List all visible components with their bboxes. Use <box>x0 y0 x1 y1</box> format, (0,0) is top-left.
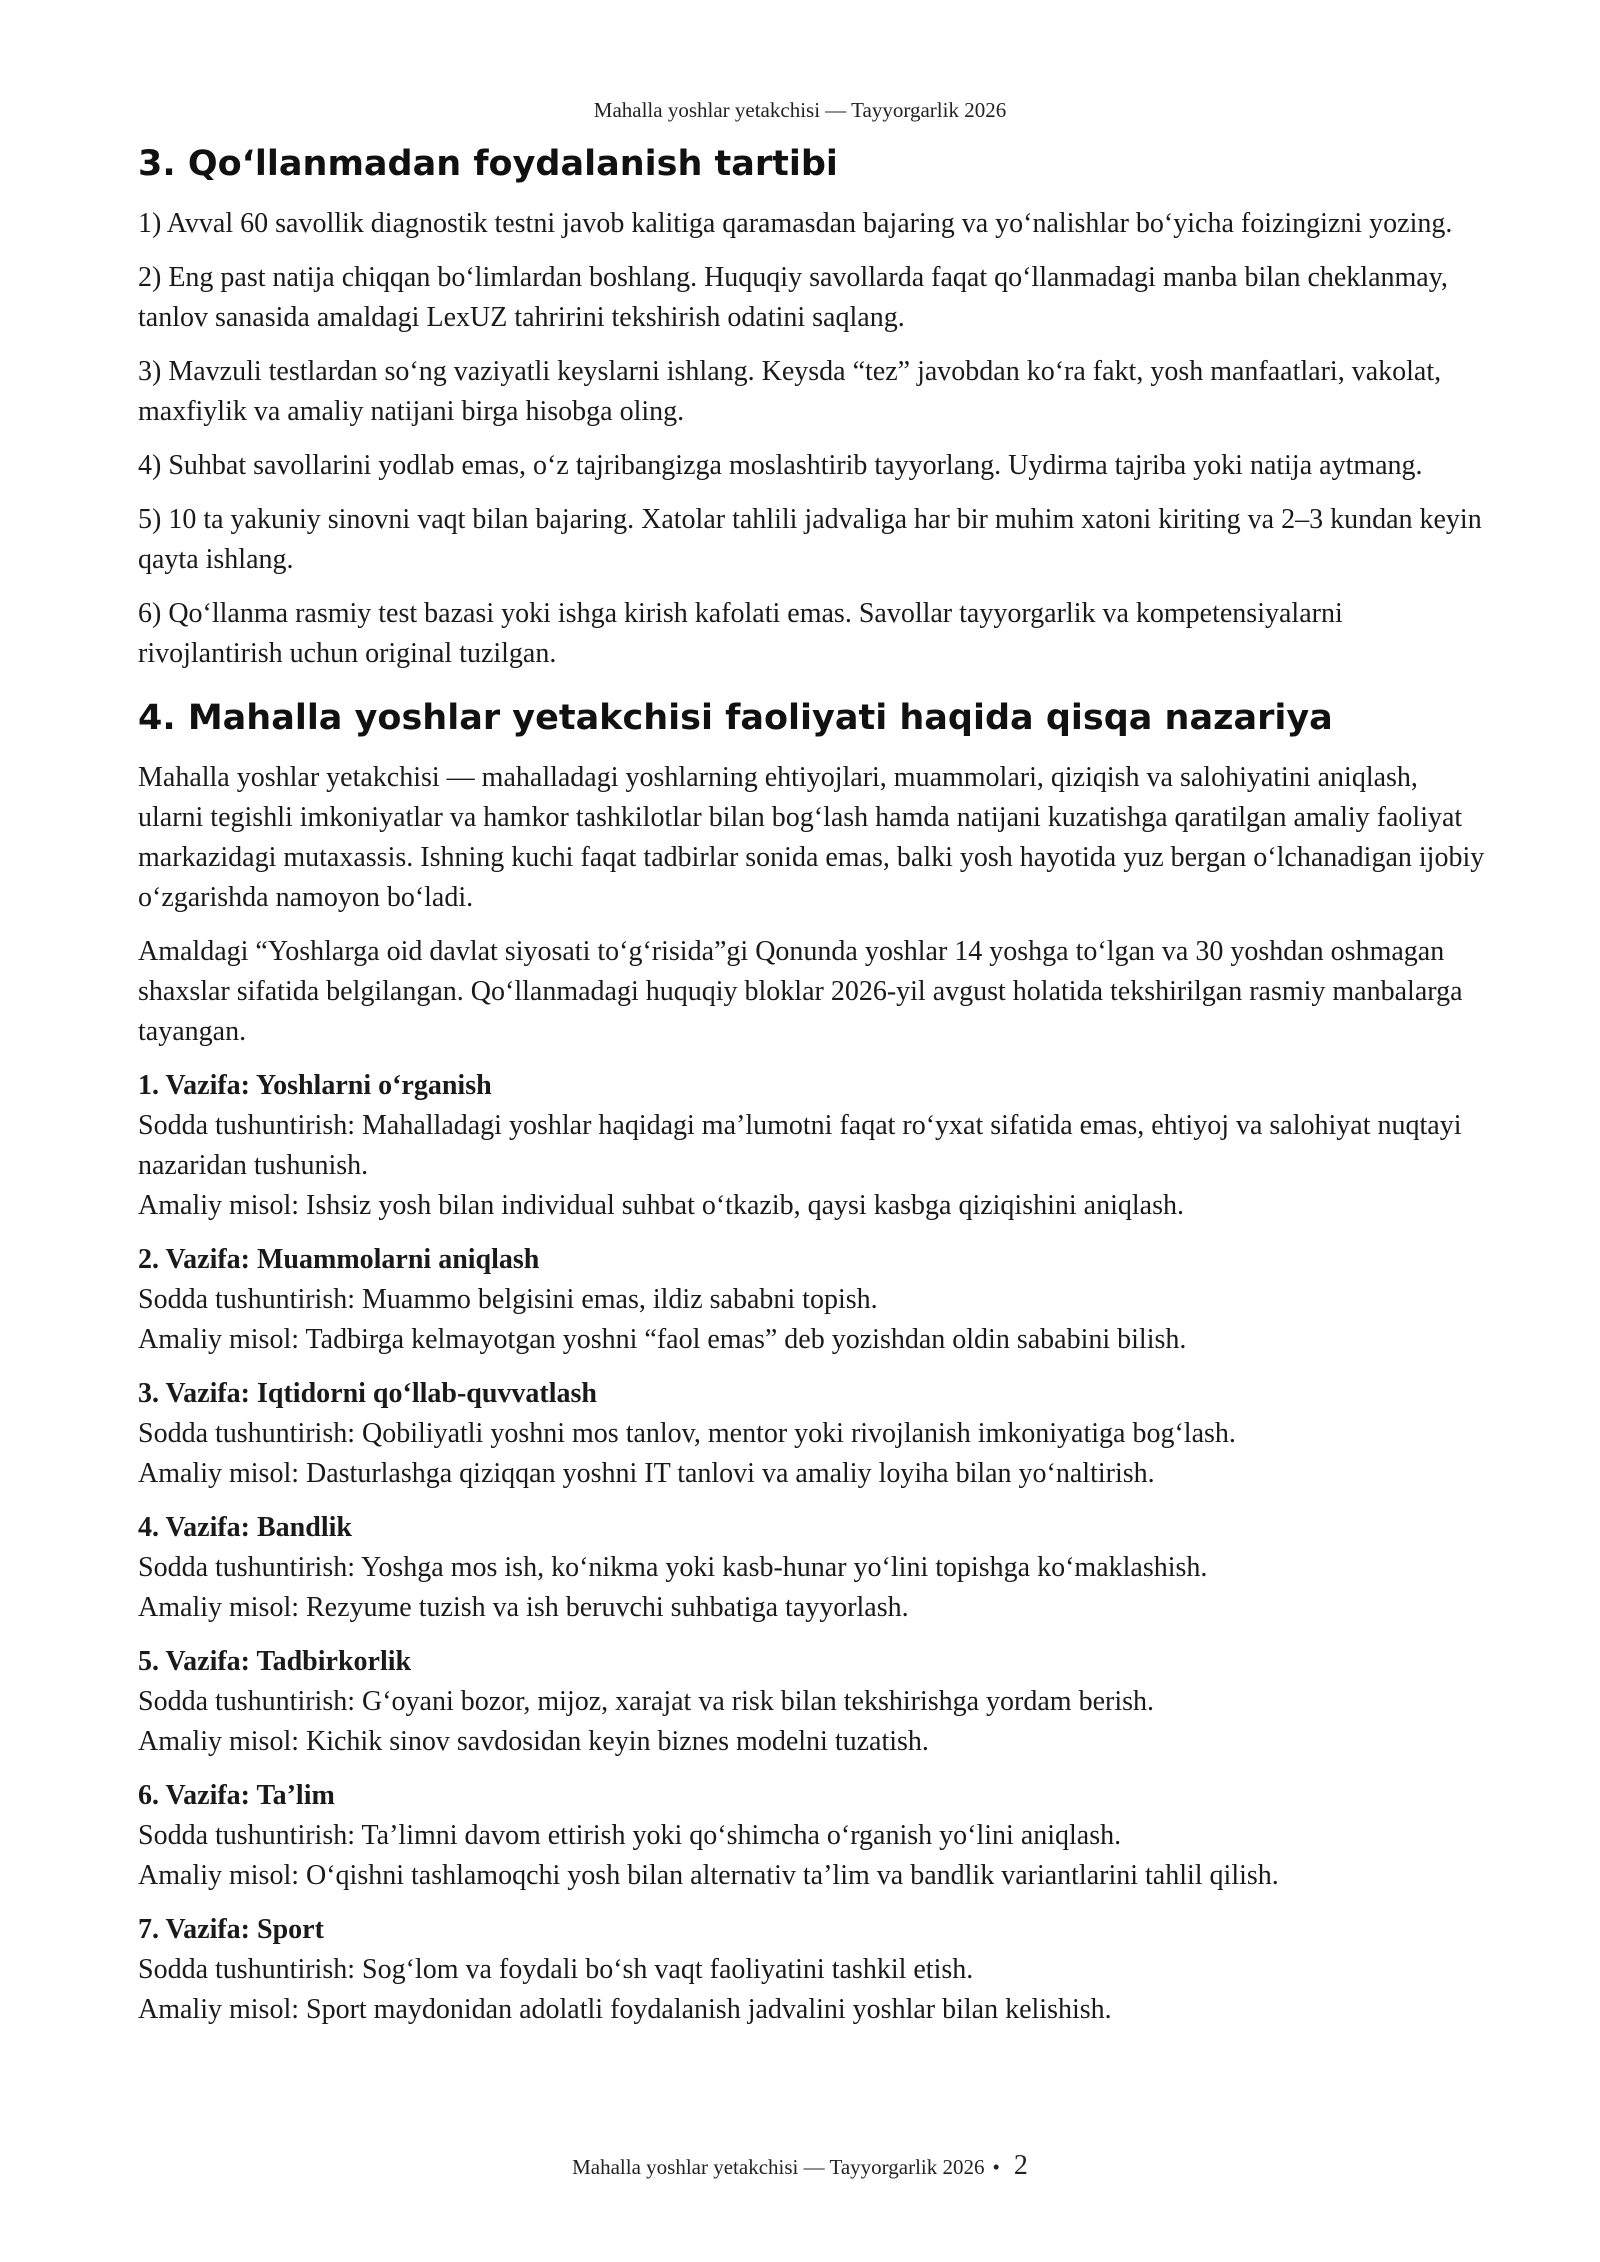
task-block <box>138 1642 1490 1762</box>
task-explanation: Sodda tushuntirish: Mahalladagi yoshlar haqidagi ma’lumotni faqat ro‘yxat sifatida emas, ehtiyoj va salohiyat nuqtayi nazaridan tushunish. <box>138 1110 1462 1181</box>
task-title: 1. Vazifa: Yoshlarni o‘rganish <box>138 1070 492 1101</box>
task-example: Amaliy misol: Kichik sinov savdosidan keyin biznes modelni tuzatish. <box>138 1726 929 1757</box>
usage-step-1: 1) Avval 60 savollik diagnostik testni javob kalitiga qaramasdan bajaring va yo‘nalishlar bo‘yicha foizingizni yozing. <box>138 208 1453 239</box>
task-block <box>138 1508 1490 1628</box>
task-title: 7. Vazifa: Sport <box>138 1914 324 1945</box>
task-explanation: Sodda tushuntirish: G‘oyani bozor, mijoz, xarajat va risk bilan tekshirishga yordam berish. <box>138 1686 1155 1717</box>
task-explanation: Sodda tushuntirish: Muammo belgisini emas, ildiz sababni topish. <box>138 1284 878 1315</box>
task-explanation: Sodda tushuntirish: Ta’limni davom ettirish yoki qo‘shimcha o‘rganish yo‘lini aniqlash. <box>138 1820 1122 1851</box>
theory-paragraph: Mahalla yoshlar yetakchisi — mahalladagi yoshlarning ehtiyojlari, muammolari, qiziqish va salohiyatini aniqlash, ularni tegishli imkoniyatlar va hamkor tashkilotlar bilan bog‘lash hamda natijani kuzatishga qaratilgan amaliy faoliyat markazidagi mutaxassis. Ishning kuchi faqat tadbirlar sonida emas, balki yosh hayotida yuz bergan o‘lchanadigan ijobiy o‘zgarishda namoyon bo‘ladi. <box>138 762 1485 913</box>
page-number: 2 <box>1013 2150 1028 2181</box>
page-content <box>138 140 1490 2044</box>
task-explanation: Sodda tushuntirish: Qobiliyatli yoshni mos tanlov, mentor yoki rivojlanish imkoniyatiga bog‘lash. <box>138 1418 1236 1449</box>
task-block <box>138 1910 1490 2030</box>
footer-title: Mahalla yoshlar yetakchisi — Tayyorgarlik 2026 <box>572 2155 985 2179</box>
page-footer <box>0 2150 1600 2182</box>
task-block <box>138 1374 1490 1494</box>
usage-step-4: 4) Suhbat savollarini yodlab emas, o‘z tajribangizga moslashtirib tayyorlang. Uydirma tajriba yoki natija aytmang. <box>138 450 1423 481</box>
task-example: Amaliy misol: Dasturlashga qiziqqan yoshni IT tanlovi va amaliy loyiha bilan yo‘naltirish. <box>138 1458 1155 1489</box>
running-header: Mahalla yoshlar yetakchisi — Tayyorgarlik 2026 <box>593 98 1007 122</box>
task-title: 5. Vazifa: Tadbirkorlik <box>138 1646 412 1677</box>
task-title: 3. Vazifa: Iqtidorni qo‘llab-quvvatlash <box>138 1378 597 1409</box>
task-example: Amaliy misol: Rezyume tuzish va ish beruvchi suhbatiga tayyorlash. <box>138 1592 909 1623</box>
usage-step-6: 6) Qo‘llanma rasmiy test bazasi yoki ishga kirish kafolati emas. Savollar tayyorgarlik va kompetensiyalarni rivojlantirish uchun original tuzilgan. <box>138 598 1343 669</box>
task-example: Amaliy misol: Ishsiz yosh bilan individual suhbat o‘tkazib, qaysi kasbga qiziqishini aniqlash. <box>138 1190 1184 1221</box>
task-explanation: Sodda tushuntirish: Yoshga mos ish, ko‘nikma yoki kasb-hunar yo‘lini topishga ko‘maklashish. <box>138 1552 1208 1583</box>
section-4-heading: 4. Mahalla yoshlar yetakchisi faoliyati haqida qisqa nazariya <box>138 698 1333 738</box>
footer-separator: • <box>992 2155 1000 2179</box>
theory-paragraph: Amaldagi “Yoshlarga oid davlat siyosati to‘g‘risida”gi Qonunda yoshlar 14 yoshga to‘lgan va 30 yoshdan oshmagan shaxslar sifatida belgilangan. Qo‘llanmadagi huquqiy bloklar 2026-yil avgust holatida tekshirilgan rasmiy manbalarga tayangan. <box>138 936 1463 1047</box>
section-3-heading: 3. Qo‘llanmadan foydalanish tartibi <box>138 144 838 184</box>
task-title: 4. Vazifa: Bandlik <box>138 1512 352 1543</box>
usage-step-5: 5) 10 ta yakuniy sinovni vaqt bilan bajaring. Xatolar tahlili jadvaliga har bir muhim xatoni kiriting va 2–3 kundan keyin qayta ishlang. <box>138 504 1482 575</box>
task-example: Amaliy misol: Tadbirga kelmayotgan yoshni “faol emas” deb yozishdan oldin sababini bilish. <box>138 1324 1187 1355</box>
task-title: 2. Vazifa: Muammolarni aniqlash <box>138 1244 540 1275</box>
task-example: Amaliy misol: Sport maydonidan adolatli foydalanish jadvalini yoshlar bilan kelishish. <box>138 1994 1112 2025</box>
usage-step-2: 2) Eng past natija chiqqan bo‘limlardan boshlang. Huquqiy savollarda faqat qo‘llanmadagi manba bilan cheklanmay, tanlov sanasida amaldagi LexUZ tahririni tekshirish odatini saqlang. <box>138 262 1448 333</box>
usage-step-3: 3) Mavzuli testlardan so‘ng vaziyatli keyslarni ishlang. Keysda “tez” javobdan ko‘ra fakt, yosh manfaatlari, vakolat, maxfiylik va amaliy natijani birga hisobga oling. <box>138 356 1442 427</box>
task-example: Amaliy misol: O‘qishni tashlamoqchi yosh bilan alternativ ta’lim va bandlik variantlarini tahlil qilish. <box>138 1860 1279 1891</box>
task-block <box>138 1240 1490 1360</box>
task-explanation: Sodda tushuntirish: Sog‘lom va foydali bo‘sh vaqt faoliyatini tashkil etish. <box>138 1954 974 1985</box>
task-block <box>138 1776 1490 1896</box>
task-block <box>138 1066 1490 1226</box>
task-title: 6. Vazifa: Ta’lim <box>138 1780 335 1811</box>
